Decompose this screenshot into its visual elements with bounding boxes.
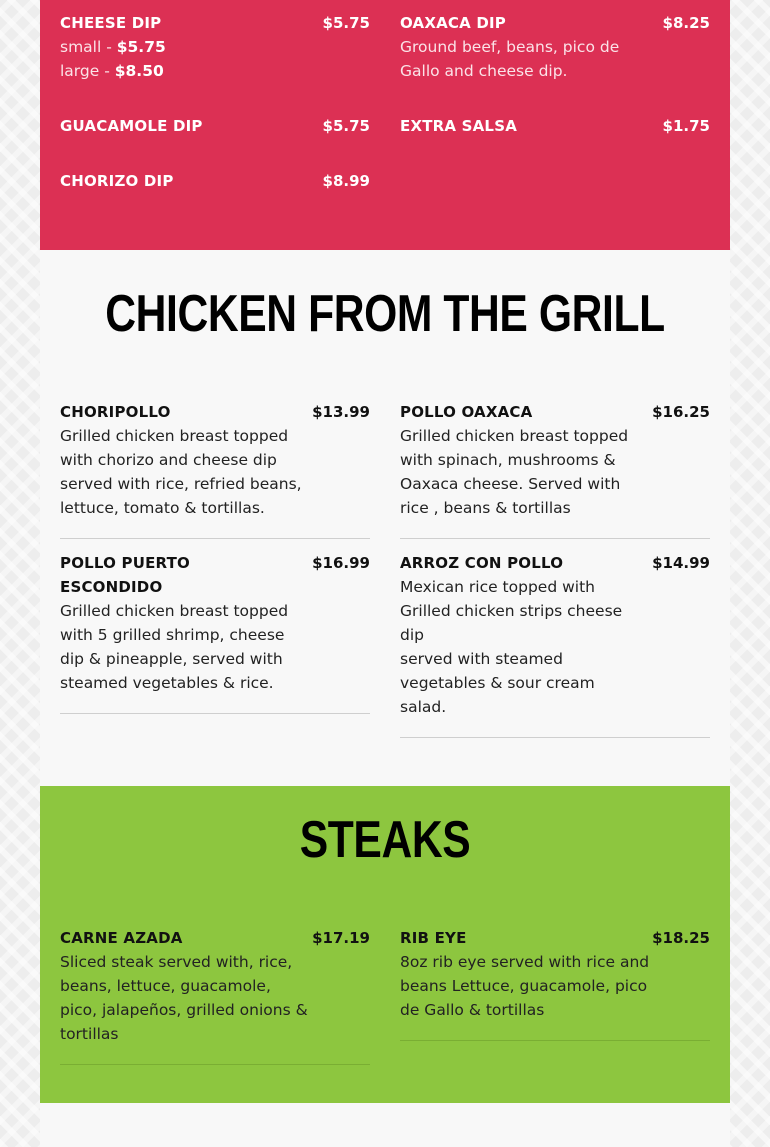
item-name: CHORIZO DIP bbox=[60, 172, 174, 190]
item-name: RIB EYE bbox=[400, 929, 467, 947]
size-small-label: small - bbox=[60, 38, 117, 56]
item-name: GUACAMOLE DIP bbox=[60, 117, 203, 135]
item-price: $8.25 bbox=[662, 14, 710, 32]
item-description: Ground beef, beans, pico de Gallo and cheese dip. bbox=[400, 38, 620, 80]
menu-item-cheese-dip bbox=[60, 11, 370, 83]
menu-item-guacamole-dip bbox=[60, 114, 370, 138]
item-description: Sliced steak served with, rice, beans, lettuce, guacamole, pico, jalapeños, grilled onions & tortillas bbox=[60, 953, 308, 1043]
menu-item-arroz-con-pollo bbox=[400, 551, 710, 738]
menu-item-oaxaca-dip bbox=[400, 11, 710, 83]
item-name: CARNE AZADA bbox=[60, 929, 183, 947]
item-divider bbox=[60, 1064, 370, 1065]
item-divider bbox=[400, 737, 710, 738]
item-name: OAXACA DIP bbox=[400, 14, 506, 32]
chicken-section bbox=[40, 250, 730, 786]
item-name: POLLO PUERTO ESCONDIDO bbox=[60, 554, 190, 596]
item-name: CHORIPOLLO bbox=[60, 403, 171, 421]
item-price: $18.25 bbox=[652, 929, 710, 947]
menu-item-chorizo-dip bbox=[60, 169, 370, 193]
item-sizes bbox=[60, 35, 310, 83]
item-description: 8oz rib eye served with rice and beans Lettuce, guacamole, pico de Gallo & tortillas bbox=[400, 953, 650, 1019]
item-price: $1.75 bbox=[662, 117, 710, 135]
item-price: $13.99 bbox=[312, 403, 370, 421]
item-name: ARROZ CON POLLO bbox=[400, 554, 564, 572]
item-divider bbox=[60, 538, 370, 539]
section-title: STEAKS bbox=[299, 811, 471, 869]
item-name: POLLO OAXACA bbox=[400, 403, 533, 421]
steaks-section bbox=[40, 786, 730, 1103]
item-description: Grilled chicken breast topped with chorizo and cheese dip served with rice, refried beans, lettuce, tomato & tortillas. bbox=[60, 427, 302, 517]
size-large-label: large - bbox=[60, 62, 115, 80]
item-price: $16.25 bbox=[652, 403, 710, 421]
item-description: Grilled chicken breast topped with spinach, mushrooms & Oaxaca cheese. Served with rice , beans & tortillas bbox=[400, 427, 629, 517]
item-description: Grilled chicken breast topped with 5 grilled shrimp, cheese dip & pineapple, served with steamed vegetables & rice. bbox=[60, 602, 289, 692]
item-divider bbox=[400, 1040, 710, 1041]
item-price: $8.99 bbox=[322, 172, 370, 190]
item-price: $5.75 bbox=[322, 14, 370, 32]
menu-item-carne-azada bbox=[60, 926, 370, 1065]
size-small-price: $5.75 bbox=[116, 38, 166, 56]
item-name: EXTRA SALSA bbox=[400, 117, 518, 135]
item-description-cont: served with steamed vegetables & sour cream salad. bbox=[400, 650, 595, 716]
dips-section bbox=[40, 0, 730, 250]
menu-item-rib-eye bbox=[400, 926, 710, 1041]
menu-item-pollo-puerto-escondido bbox=[60, 551, 370, 714]
item-name: CHEESE DIP bbox=[60, 14, 162, 32]
item-price: $17.19 bbox=[312, 929, 370, 947]
item-description: Mexican rice topped with Grilled chicken strips cheese dip bbox=[400, 578, 623, 644]
size-large-price: $8.50 bbox=[114, 62, 164, 80]
item-price: $14.99 bbox=[652, 554, 710, 572]
item-price: $5.75 bbox=[322, 117, 370, 135]
item-divider bbox=[400, 538, 710, 539]
section-title: CHICKEN FROM THE GRILL bbox=[105, 285, 665, 343]
item-price: $16.99 bbox=[312, 554, 370, 572]
menu-item-choripollo bbox=[60, 400, 370, 539]
menu-item-extra-salsa bbox=[400, 114, 710, 138]
menu-item-pollo-oaxaca bbox=[400, 400, 710, 539]
next-section-panel bbox=[40, 1103, 730, 1147]
item-divider bbox=[60, 713, 370, 714]
